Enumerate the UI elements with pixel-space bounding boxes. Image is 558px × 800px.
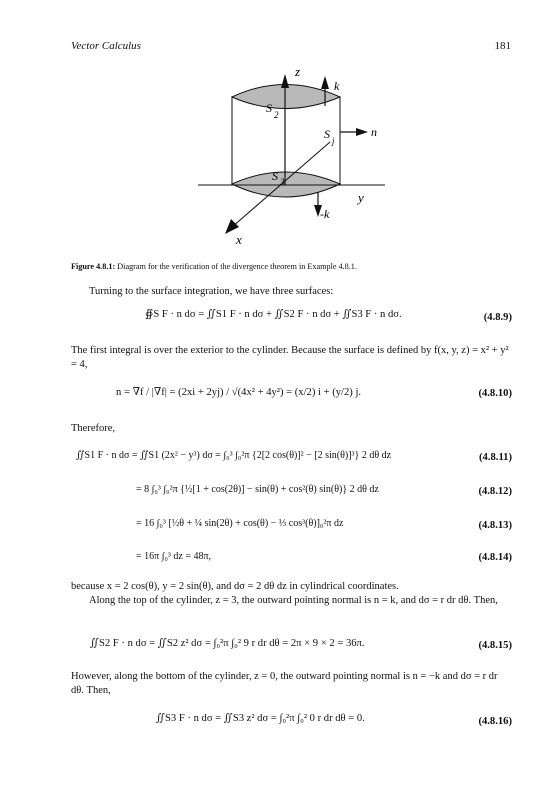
- equation-4-8-9: ∯S F · n dσ = ∬S1 F · n dσ + ∬S2 F · n dσ + ∬S3 F · n dσ.: [145, 309, 402, 320]
- equation-4-8-11: ∬S1 F · n dσ = ∬S1 (2x² − y³) dσ = ∫₀³ ∫₀²π {2[2 cos(θ)]² − [2 sin(θ)]³} 2 dθ dz: [76, 450, 392, 461]
- paragraph-first-integral: The first integral is over the exterior to the cylinder. Because the surface is defined by f(x, y, z) = x² + y² = 4,: [71, 345, 509, 370]
- k-label: k: [334, 79, 340, 93]
- equation-number-4-8-16: (4.8.16): [478, 716, 512, 727]
- equation-number-4-8-13: (4.8.13): [478, 520, 512, 531]
- equation-4-8-14: = 16π ∫₀³ dz = 48π,: [136, 551, 212, 562]
- running-header-title: Vector Calculus: [71, 40, 141, 52]
- equation-4-8-13: = 16 ∫₀³ [½θ + ¼ sin(2θ) + cos(θ) − ⅓ cos³(θ)]₀²π dz: [136, 518, 344, 529]
- sj-label: S: [324, 127, 330, 141]
- equation-4-8-10: n = ∇f / |∇f| = (2xi + 2yj) / √(4x² + 4y²) = (x/2) i + (y/2) j.: [116, 387, 362, 398]
- n-label: n: [371, 125, 377, 139]
- equation-number-4-8-10: (4.8.10): [478, 388, 512, 399]
- cylinder-diagram: [170, 52, 400, 257]
- s2-sub: 2: [274, 110, 279, 120]
- page-number: 181: [494, 40, 511, 52]
- equation-number-4-8-12: (4.8.12): [478, 486, 512, 497]
- paragraph-bottom-cylinder: However, along the bottom of the cylinder, z = 0, the outward pointing normal is n = −k and dσ = r dr dθ. Then,: [71, 671, 498, 696]
- equation-4-8-15: ∬S2 F · n dσ = ∬S2 z² dσ = ∫₀²π ∫₀² 9 r dr dθ = 2π × 9 × 2 = 36π.: [90, 638, 365, 649]
- figure-caption: [71, 262, 357, 271]
- s2-label: S: [266, 101, 272, 115]
- paragraph-top-cylinder: Along the top of the cylinder, z = 3, the outward pointing normal is n = k, and dσ = r dr dθ. Then,: [89, 595, 498, 606]
- negk-label: -k: [320, 207, 330, 221]
- z-axis-arrow: [281, 74, 289, 88]
- equation-number-4-8-14: (4.8.14): [478, 552, 512, 563]
- equation-number-4-8-11: (4.8.11): [479, 452, 512, 463]
- sj-sub: j: [332, 136, 335, 146]
- y-label: y: [358, 190, 364, 205]
- figure-caption-label: Figure 4.8.1:: [71, 262, 116, 271]
- equation-number-4-8-15: (4.8.15): [478, 640, 512, 651]
- s3-sub: 3: [280, 177, 285, 187]
- paragraph-surfaces: Turning to the surface integration, we have three surfaces:: [89, 286, 334, 297]
- equation-4-8-16: ∬S3 F · n dσ = ∬S3 z² dσ = ∫₀²π ∫₀² 0 r dr dθ = 0.: [156, 713, 365, 724]
- z-label: z: [295, 64, 301, 79]
- paragraph-therefore: Therefore,: [71, 423, 116, 434]
- n-arrow-head: [356, 128, 368, 136]
- s3-label: S: [272, 169, 278, 183]
- equation-number-4-8-9: (4.8.9): [483, 312, 512, 323]
- paragraph-because: because x = 2 cos(θ), y = 2 sin(θ), and dσ = 2 dθ dz in cylindrical coordinates.: [71, 581, 399, 592]
- figure-caption-text: Diagram for the verification of the divergence theorem in Example 4.8.1.: [115, 262, 357, 271]
- k-arrow-head: [321, 76, 329, 89]
- x-label: x: [236, 232, 242, 247]
- equation-4-8-12: = 8 ∫₀³ ∫₀²π {½[1 + cos(2θ)] − sin(θ) + cos²(θ) sin(θ)} 2 dθ dz: [136, 484, 379, 495]
